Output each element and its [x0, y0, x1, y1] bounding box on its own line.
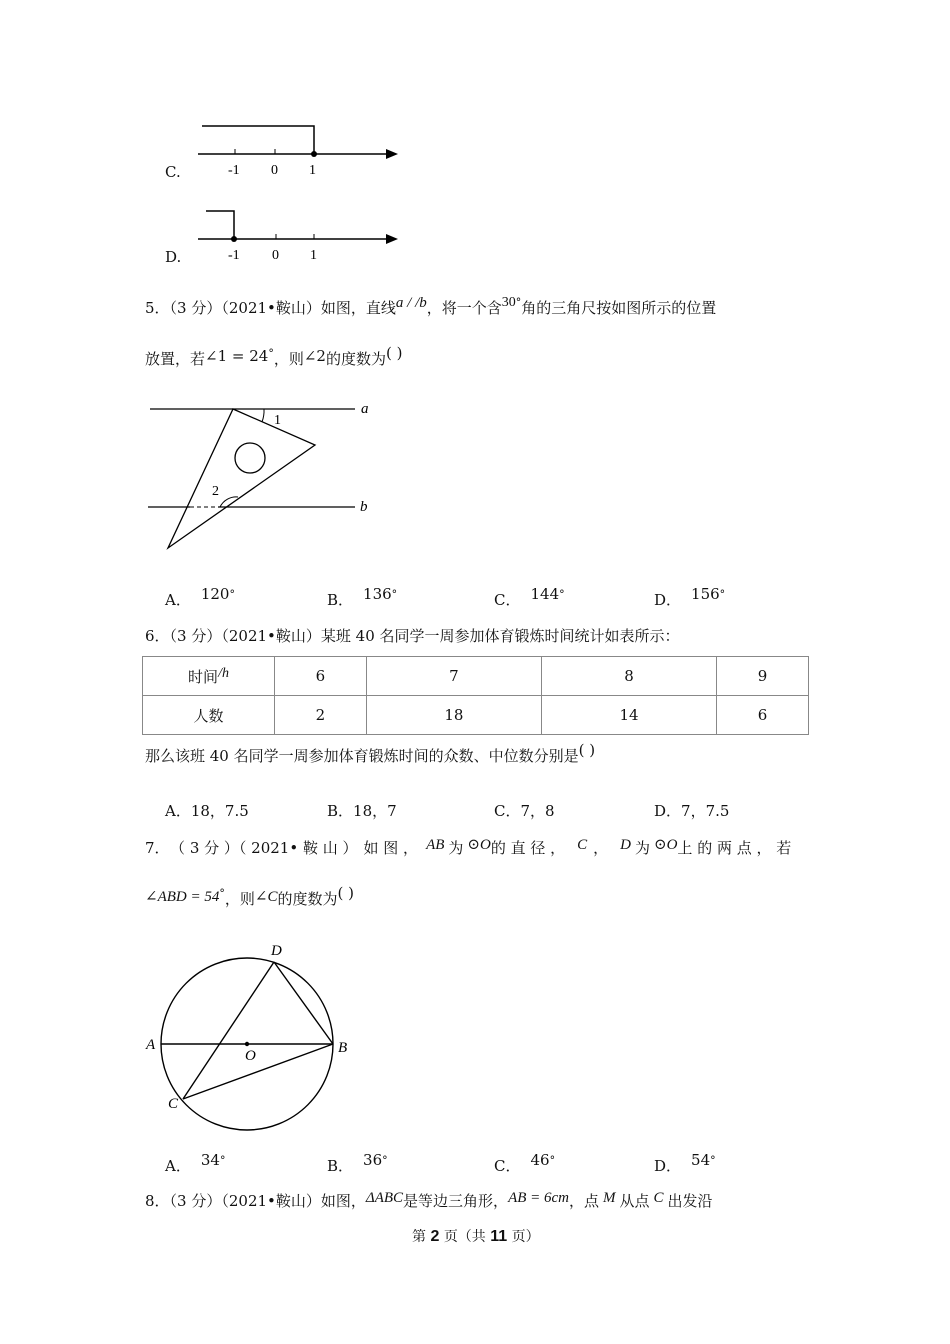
math-c: C — [653, 1190, 664, 1206]
option-b[interactable] — [327, 800, 397, 821]
option-d-label: D. — [165, 248, 182, 266]
option-label: A． — [165, 1157, 191, 1175]
option-value: 120 — [200, 585, 230, 603]
tick-label: 0 — [272, 248, 279, 263]
degree-sign: ° — [719, 588, 726, 601]
option-d[interactable] — [654, 1151, 716, 1176]
option-d[interactable] — [654, 585, 726, 610]
option-label: A． — [165, 591, 191, 609]
table-cell: 14 — [541, 696, 716, 735]
table-row — [143, 696, 809, 735]
question-text: 放置，若 — [145, 350, 206, 368]
option-value: 54 — [691, 1151, 711, 1169]
exercise-time-table — [142, 656, 809, 735]
question-text: 的 直 径 ， — [490, 839, 566, 857]
option-label: B． — [327, 591, 354, 609]
table-header-cell — [143, 657, 275, 696]
option-label: D． — [654, 1157, 682, 1175]
question-text: 为 — [635, 839, 651, 857]
question-text: ，则 — [273, 350, 304, 368]
line-b-label: b — [360, 499, 368, 515]
tick-label: 1 — [309, 163, 316, 178]
table-header-cell: 人数 — [143, 696, 275, 735]
footer-text: 页（共 — [443, 1229, 486, 1245]
option-label: B． — [327, 1157, 354, 1175]
option-label: D． — [654, 802, 682, 820]
question-text: 如图，直线 — [320, 299, 396, 317]
question-text: ， — [593, 839, 609, 857]
source: （2021•鞍山） — [221, 1192, 321, 1210]
point-c-label: C — [168, 1096, 179, 1112]
option-value: 136 — [363, 585, 392, 603]
table-cell: 8 — [541, 657, 716, 696]
question-text: 出发沿 — [667, 1192, 713, 1210]
option-value: 36 — [363, 1151, 383, 1169]
table-cell: 18 — [366, 696, 541, 735]
number-line-c — [190, 118, 410, 180]
question-text: 的度数为 — [325, 350, 386, 368]
math-ab: AB — [426, 837, 445, 853]
question-text: 如图， — [320, 1192, 366, 1210]
degree-sign: ° — [710, 1154, 716, 1167]
score: （3 分） — [169, 627, 222, 645]
table-cell: 6 — [275, 657, 367, 696]
point-d-label: D — [271, 943, 282, 959]
number-line-d — [190, 203, 410, 265]
math-triangle: ΔABC — [365, 1190, 404, 1206]
degree-sign: ° — [219, 887, 225, 900]
question-text: 的度数为 — [277, 890, 338, 908]
answer-paren: ( ) — [385, 344, 403, 362]
table-cell: 2 — [275, 696, 367, 735]
source: （2021•鞍山） — [221, 299, 321, 317]
option-b[interactable] — [327, 585, 398, 610]
math-angle: 30 — [501, 295, 516, 310]
score: （3 分） — [169, 1192, 222, 1210]
source: （ 2021• 鞍 山 ） — [238, 839, 358, 857]
degree-sign: ° — [549, 1154, 556, 1167]
page-number: 2 — [430, 1228, 440, 1245]
option-value: 46 — [530, 1151, 550, 1169]
option-value: 7，8 — [520, 802, 555, 820]
math-condition: ∠ABD = 54 — [145, 889, 220, 905]
question-text: 如 图 ， — [363, 839, 419, 857]
math-ab: AB = 6cm — [508, 1190, 569, 1206]
table-cell: 7 — [366, 657, 541, 696]
circle-figure — [140, 935, 360, 1140]
option-d[interactable] — [654, 800, 729, 821]
tick-label: -1 — [228, 248, 240, 263]
option-a[interactable] — [165, 800, 249, 821]
option-c[interactable] — [494, 800, 555, 821]
angle-1-label: 1 — [274, 413, 281, 428]
question-text: 为 — [448, 839, 464, 857]
question-text: 角的三角尺按如图所示的位置 — [521, 299, 717, 317]
total-pages: 11 — [490, 1228, 508, 1245]
question-text: 某班 40 名同学一周参加体育锻炼时间统计如表所示： — [320, 627, 680, 645]
math-parallel: a / /b — [395, 295, 427, 311]
option-c-label: C. — [165, 163, 181, 181]
math-ask: ∠C — [254, 889, 278, 905]
tick-label: -1 — [228, 163, 240, 178]
table-cell: 9 — [717, 657, 809, 696]
question-number: 6． — [145, 627, 170, 645]
question-text: ，点 — [569, 1192, 600, 1210]
degree-sign: ° — [219, 1154, 226, 1167]
question-number: 7． — [145, 839, 170, 857]
option-label: C． — [494, 591, 521, 609]
footer-text: 页） — [511, 1229, 540, 1245]
footer-text: 第 — [412, 1229, 426, 1245]
point-a-label: A — [146, 1037, 156, 1053]
source: （2021•鞍山） — [221, 627, 321, 645]
option-value: 18，7.5 — [190, 802, 249, 820]
option-a[interactable] — [165, 1151, 226, 1176]
degree-sign: ° — [391, 588, 398, 601]
question-7-line-2 — [145, 884, 354, 909]
unit-text: /h — [218, 665, 229, 681]
degree-sign: ° — [559, 588, 565, 601]
question-6-line-1 — [145, 625, 680, 646]
option-value: 34 — [200, 1151, 220, 1169]
question-text: ，将一个含 — [426, 299, 502, 317]
question-text: 上 的 两 点 ， 若 — [677, 839, 792, 857]
option-b[interactable] — [327, 1151, 388, 1176]
question-number: 8． — [145, 1192, 170, 1210]
option-label: B． — [327, 802, 354, 820]
math-ask: ∠2 — [303, 347, 326, 365]
cell-text: 时间 — [188, 667, 219, 686]
question-text: ，则 — [224, 890, 255, 908]
math-condition: ∠1 = 24 — [205, 347, 269, 365]
degree-sign: ° — [268, 347, 274, 360]
parallel-lines-triangle-figure — [140, 395, 380, 560]
tick-label: 0 — [271, 163, 278, 178]
question-number: 5． — [145, 299, 170, 317]
option-label: A． — [165, 802, 191, 820]
option-value: 18，7 — [353, 802, 397, 820]
score: （ 3 分 ） — [177, 839, 239, 857]
math-d: D — [620, 837, 631, 853]
option-value: 7，7.5 — [681, 802, 730, 820]
question-text: 那么该班 40 名同学一周参加体育锻炼时间的众数、中位数分别是 — [145, 747, 579, 765]
table-cell: 6 — [717, 696, 809, 735]
question-6-line-2 — [145, 741, 596, 766]
score: （3 分） — [169, 299, 222, 317]
option-value: 156 — [691, 585, 720, 603]
line-a-label: a — [361, 401, 369, 417]
point-b-label: B — [338, 1040, 348, 1056]
option-c[interactable] — [494, 585, 565, 610]
angle-2-label: 2 — [212, 484, 219, 499]
question-8-line-1 — [145, 1190, 713, 1211]
question-text: 从点 — [619, 1192, 650, 1210]
option-label: C． — [494, 802, 521, 820]
degree-sign: ° — [515, 296, 522, 309]
option-label: D． — [654, 591, 682, 609]
question-5-line-2 — [145, 344, 403, 369]
question-7-line-1 — [145, 837, 791, 858]
option-c[interactable] — [494, 1151, 556, 1176]
option-value: 144 — [530, 585, 560, 603]
degree-sign: ° — [229, 588, 235, 601]
page-footer — [412, 1226, 540, 1246]
center-o-label: O — [245, 1048, 256, 1064]
answer-paren: ( ) — [337, 884, 354, 902]
table-row — [143, 657, 809, 696]
math-m: M — [603, 1190, 616, 1206]
option-label: C． — [494, 1157, 521, 1175]
math-circle-o: ⊙O — [654, 837, 678, 853]
answer-paren: ( ) — [578, 741, 596, 759]
option-a[interactable] — [165, 585, 235, 610]
math-circle-o: ⊙O — [467, 837, 491, 853]
degree-sign: ° — [382, 1154, 388, 1167]
question-5-line-1 — [145, 297, 716, 318]
math-c: C — [577, 837, 588, 853]
question-text: 是等边三角形， — [403, 1192, 509, 1210]
tick-label: 1 — [310, 248, 317, 263]
